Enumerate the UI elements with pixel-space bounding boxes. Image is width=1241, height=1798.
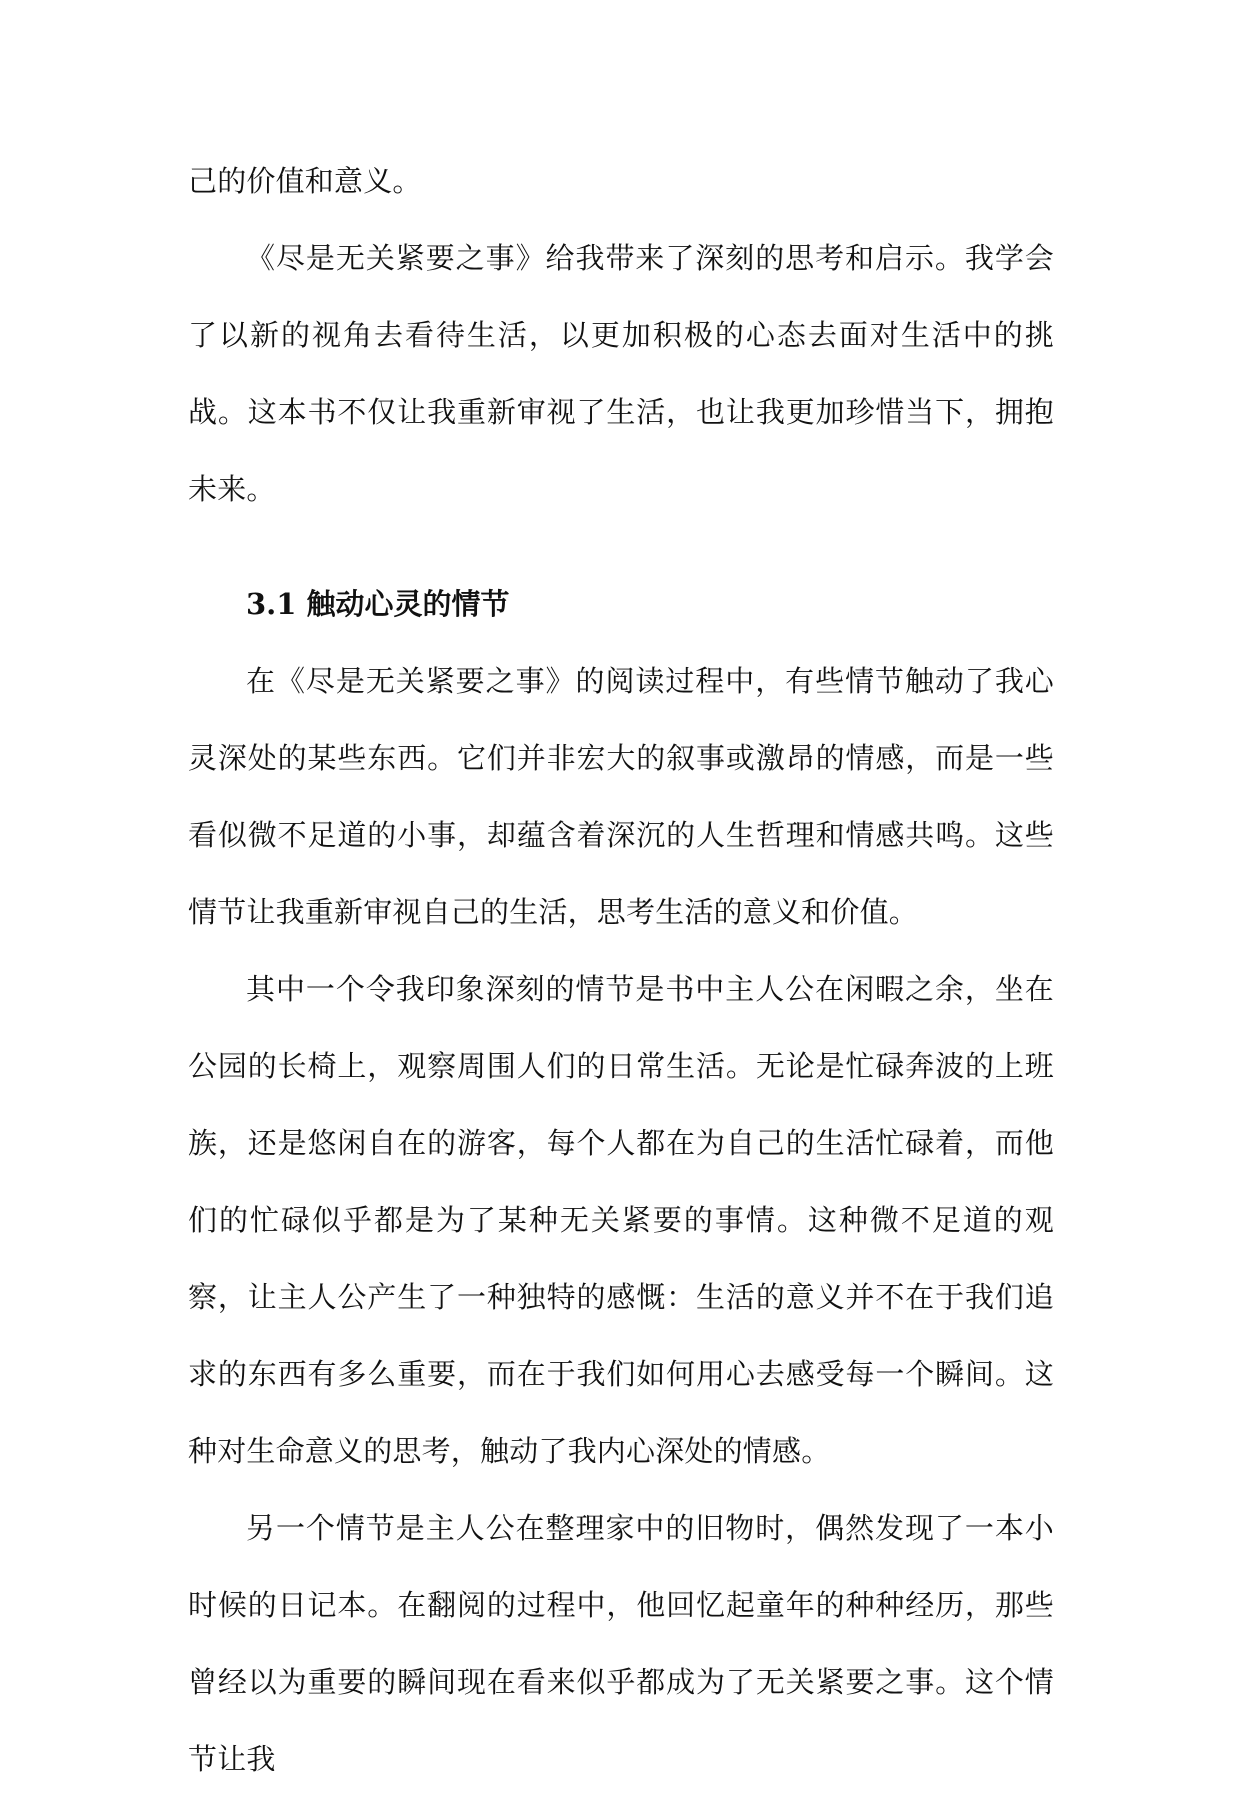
paragraph-intro: 在《尽是无关紧要之事》的阅读过程中，有些情节触动了我心灵深处的某些东西。它们并非宏大的叙事或激昂的情感，而是一些看似微不足道的小事，却蕴含着深沉的人生哲理和情感共鸣。这些情节让我重新审视自己的生活，思考生活的意义和价值。 (188, 664, 1054, 929)
paragraph-diary-scene: 另一个情节是主人公在整理家中的旧物时，偶然发现了一本小时候的日记本。在翻阅的过程中，他回忆起童年的种种经历，那些曾经以为重要的瞬间现在看来似乎都成为了无关紧要之事。这个情节让我 (188, 1511, 1054, 1776)
paragraph-park-scene: 其中一个令我印象深刻的情节是书中主人公在闲暇之余，坐在公园的长椅上，观察周围人们的日常生活。无论是忙碌奔波的上班族，还是悠闲自在的游客，每个人都在为自己的生活忙碌着，而他们的忙碌似乎都是为了某种无关紧要的事情。这种微不足道的观察，让主人公产生了一种独特的感慨：生活的意义并不在于我们追求的东西有多么重要，而在于我们如何用心去感受每一个瞬间。这种对生命意义的思考，触动了我内心深处的情感。 (188, 972, 1054, 1468)
paragraph-reflection: 《尽是无关紧要之事》给我带来了深刻的思考和启示。我学会了以新的视角去看待生活，以更加积极的心态去面对生活中的挑战。这本书不仅让我重新审视了生活，也让我更加珍惜当下，拥抱未来。 (188, 241, 1054, 506)
section-heading: 3.1 触动心灵的情节 (246, 587, 510, 621)
paragraph-continuation: 己的价值和意义。 (188, 164, 422, 198)
document-body (188, 143, 1054, 1798)
